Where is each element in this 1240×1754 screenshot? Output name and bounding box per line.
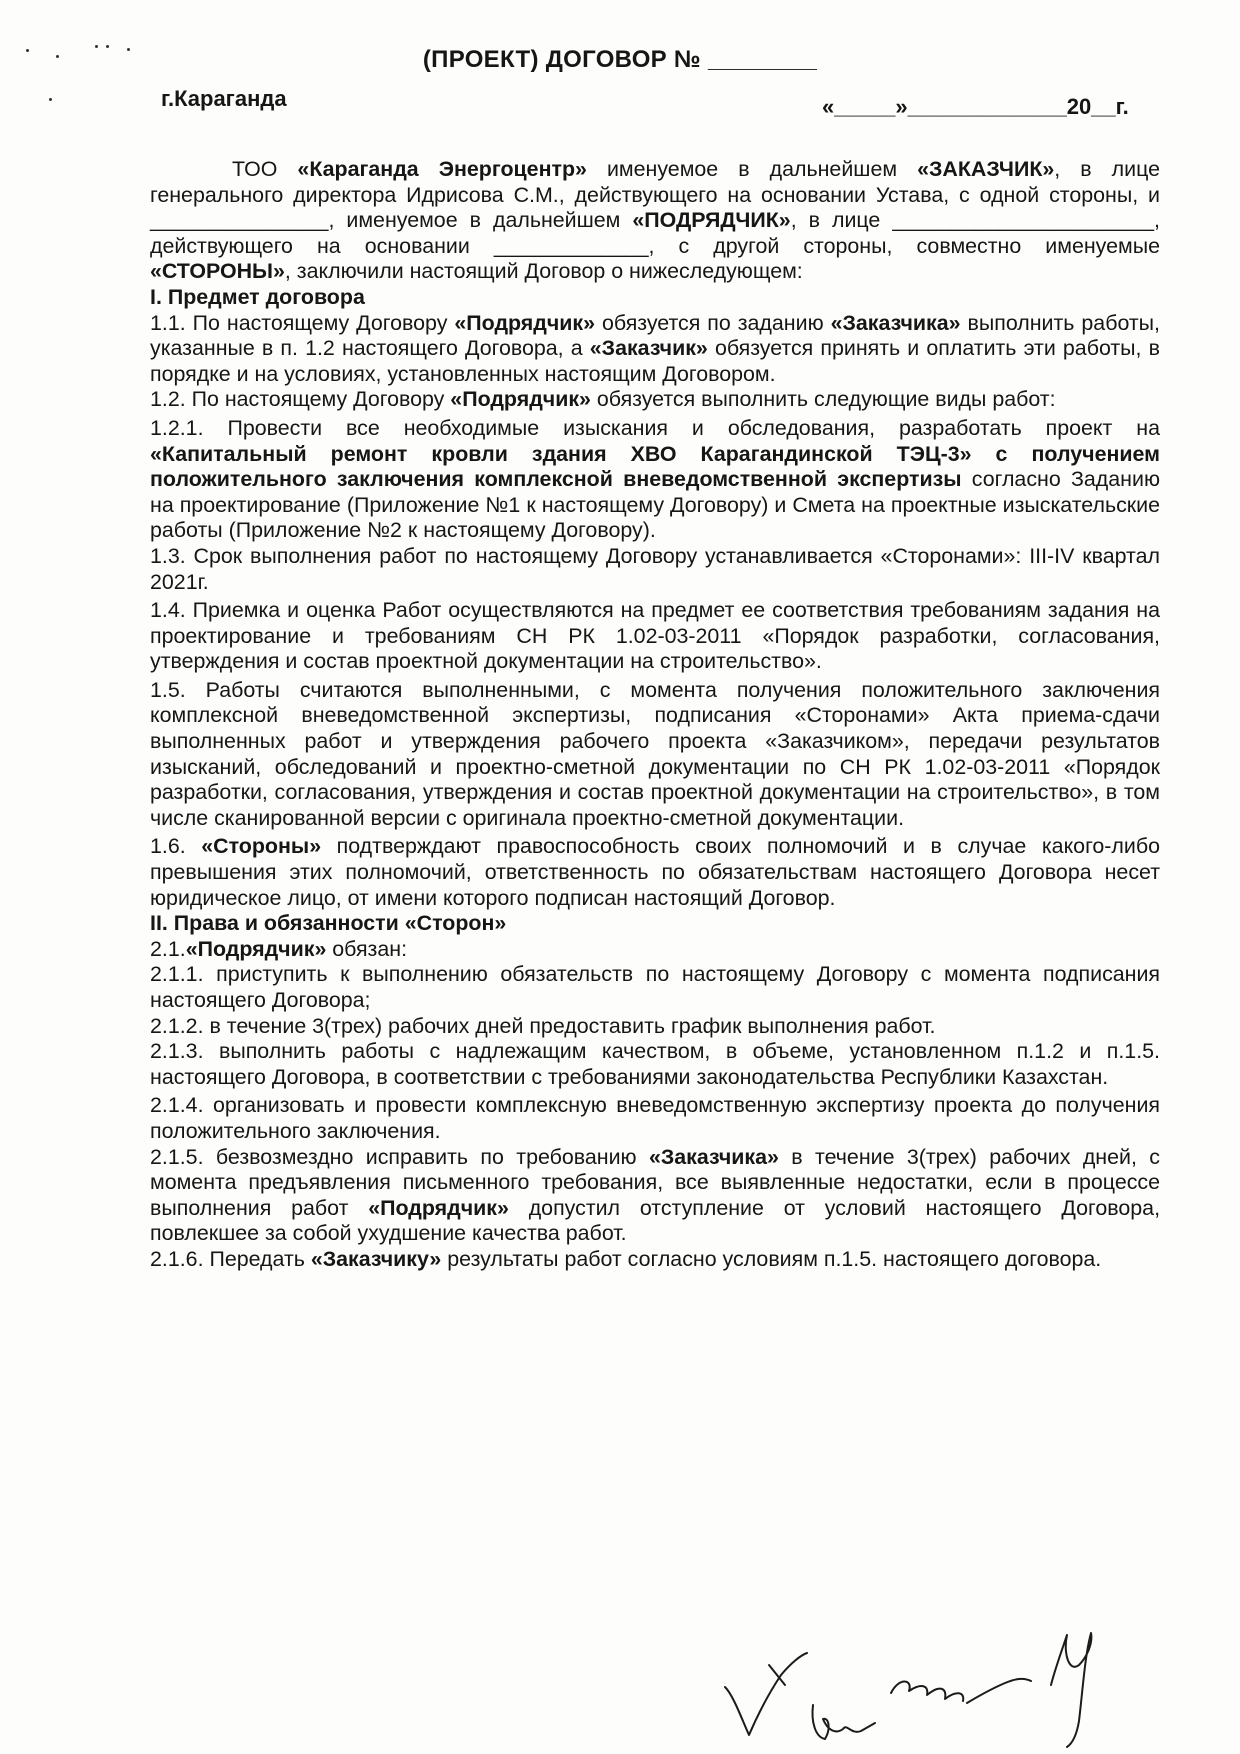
clause-2-1-6 [150,1247,1160,1273]
scan-speck [49,98,52,101]
clause-2-1-3: 2.1.3. выполнить работы с надлежащим качеством, в объеме, установленном п.1.2 и п.1.5. настоящего Договора, в соответствии с требованиями законодательства Республики Казахстан. [150,1039,1160,1089]
section-heading-2: II. Права и обязанности «Сторон» [150,911,507,936]
section-heading-1: I. Предмет договора [150,284,365,309]
clause-1-3: 1.3. Срок выполнения работ по настоящему Договору устанавливается «Сторонами»: III-IV квартал 2021г. [150,543,1160,594]
bold-run: «Подрядчик» [450,387,591,412]
bold-run: «Подрядчик» [368,1195,509,1220]
bold-run: «ПОДРЯДЧИК» [632,208,791,233]
bold-run: «СТОРОНЫ» [150,259,285,284]
clause-2-1-5 [150,1145,1160,1247]
text-run: 2.1.6. Передать [150,1246,311,1271]
signature-stroke [1051,1633,1091,1747]
text-run: 1.2. По настоящему Договору [150,387,451,412]
text-run: именуемое в дальнейшем [586,157,918,181]
clause-2-1-2: 2.1.2. в течение 3(трех) рабочих дней предоставить график выполнения работ. [150,1013,936,1038]
clause-1-2 [150,387,1160,413]
text-run: результаты работ согласно условиям п.1.5. настоящего договора. [441,1246,1102,1271]
text-run: обязуется по заданию [595,310,831,335]
text-run: , в лице генерального директора Идрисова С.М., действующего на основании Устава, с одной стороны, и _______________, именуемое в дальнейшем [150,157,1161,233]
bold-run: «Заказчика» [648,1144,779,1169]
clause-1-6 [150,834,1160,911]
preamble-paragraph [150,157,1160,285]
text-run: согласно Заданию на проектирование (Приложение №1 к настоящему Договору) и Смета на проектные изыскательские работы (Приложение №2 к настоящему Договору). [150,467,1160,543]
bold-run: «Заказчик» [589,336,708,361]
clause-1-5: 1.5. Работы считаются выполненными, с момента получения положительного заключения комплексной вневедомственной экспертизы, подписания «Сторонами» Акта приема-сдачи выполненных работ и утверждения рабочего проекта «Заказчиком», передачи результатов изысканий, обследований и проектно-сметной документации по СН РК 1.02-03-2011 «Порядок разработки, согласования, утверждения и состав проектной документации на строительство», в том числе сканированной версии с оригинала проектно-сметной документации. [150,677,1160,830]
text-run: 1.2.1. Провести все необходимые изыскания и обследования, разработать проект на [150,415,1160,440]
clause-1-2-1 [150,416,1160,544]
clause-2-1 [150,937,1160,963]
document-title: (ПРОЕКТ) ДОГОВОР № ________ [422,46,818,73]
bold-run: «Заказчика» [830,310,961,335]
document-body [150,157,1160,1273]
text-run: 1.6. [150,834,202,859]
text-run: допустил отступление от условий настоящего Договора, повлекшее за собой ухудшение качества работ. [150,1195,1161,1246]
clause-2-1-4: 2.1.4. организовать и провести комплексную вневедомственную экспертизу проекта до получения положительного заключения. [150,1093,1160,1143]
signature-stroke [813,1705,876,1739]
signature-stroke [967,1679,1031,1703]
text-run: в течение 3(трех) рабочих дней, с момента предъявления письменного требования, все выявленные недостатки, если в процессе выполнения работ [150,1144,1160,1220]
text-run: 1.1. По настоящему Договору [150,310,455,335]
date-line: «_____»_____________20__г. [822,94,1129,119]
bold-run: «Капитальный ремонт кровли здания ХВО Карагандинской ТЭЦ-3» с получением положительного заключения комплексной вневедомственной экспертизы [150,441,1160,492]
text-run: , заключили настоящий Договор о нижеследующем: [284,259,803,284]
bold-run: «Караганда Энергоцентр» [297,157,587,181]
bold-run: «Подрядчик» [185,936,327,961]
text-run: подтверждают правоспособность своих полномочий и в случае какого-либо превышения этих полномочий, ответственность по обязательствам настоящего Договора несет юридическое лицо, от имени которого подписан настоящий Договор. [150,834,1161,910]
text-run: обязуется выполнить следующие виды работ: [590,387,1056,412]
bold-run: «Подрядчик» [454,310,596,335]
signature-stroke [891,1682,963,1702]
bold-run: «Заказчику» [310,1246,442,1271]
city-label: г.Караганда [161,86,287,111]
handwritten-signatures [715,1625,1135,1750]
text-run: ТОО [232,157,298,181]
bold-run: «Стороны» [201,834,322,859]
text-run: обязуется принять и оплатить эти работы, в порядке и на условиях, установленных настоящим Договором. [150,336,1160,386]
text-run: выполнить работы, указанные в п. 1.2 настоящего Договора, а [150,310,1160,361]
text-run: , в лице ______________________, действующего на основании _____________, с другой стороны, совместно именуемые [150,208,1160,258]
text-run: 2.1.5. безвозмездно исправить по требованию [150,1144,649,1169]
clause-1-4: 1.4. Приемка и оценка Работ осуществляются на предмет ее соответствия требованиям задания на проектирование и требованиям СН РК 1.02-03-2011 «Порядок разработки, согласования, утверждения и состав проектной документации на строительство». [150,598,1160,674]
text-run: обязан: [326,936,408,961]
bold-run: «ЗАКАЗЧИК» [917,157,1055,181]
clause-1-1 [150,311,1160,388]
signature-stroke [725,1653,807,1735]
clause-2-1-1: 2.1.1. приступить к выполнению обязательств по настоящему Договору с момента подписания настоящего Договора; [150,962,1160,1012]
text-run: 2.1. [150,936,186,961]
